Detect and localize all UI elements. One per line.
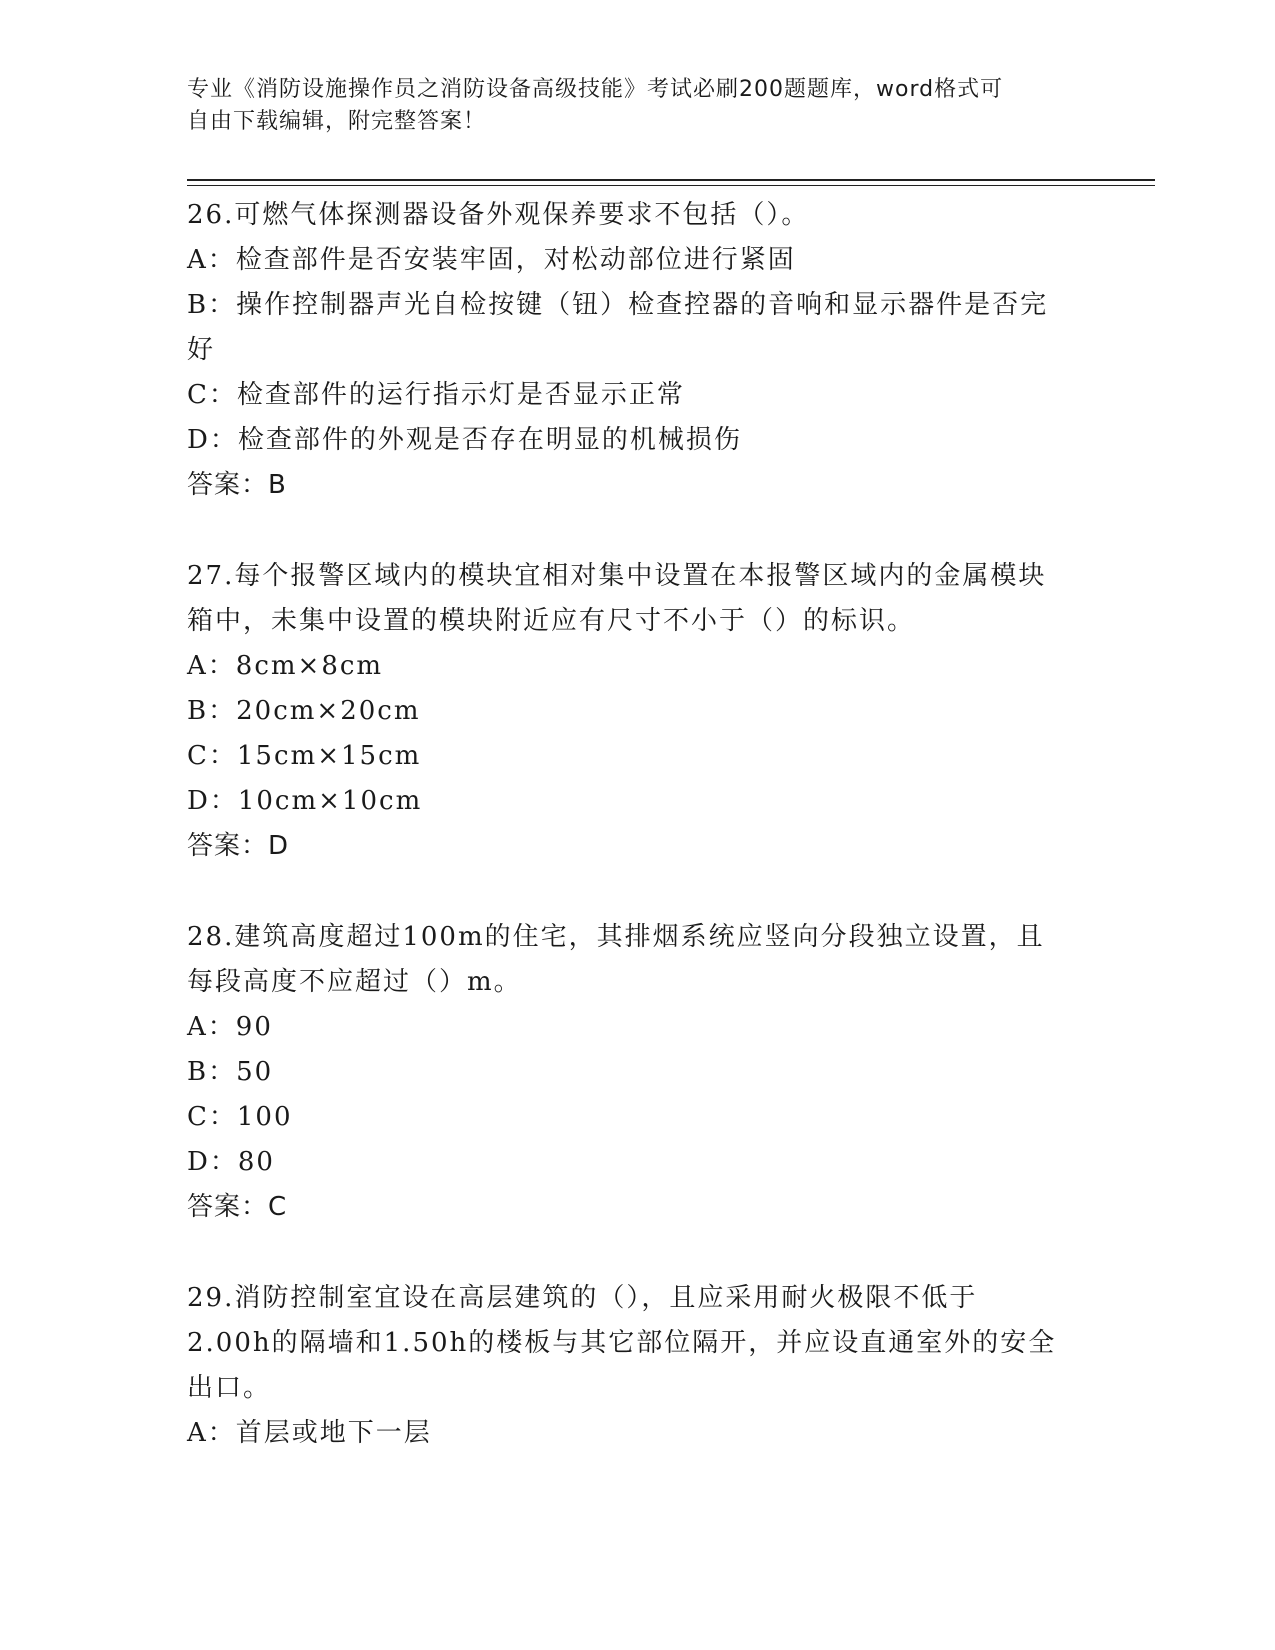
question-28 xyxy=(187,915,1087,1230)
question-list xyxy=(187,193,1087,1456)
question-stem xyxy=(187,915,1087,1005)
option-a: A：首层或地下一层 xyxy=(187,1418,432,1448)
option-a: A：检查部件是否安装牢固，对松动部位进行紧固 xyxy=(187,245,796,275)
option-b: B：20cm×20cm xyxy=(187,696,421,726)
header-divider-thin xyxy=(187,185,1155,186)
spacer xyxy=(187,1230,1087,1276)
option-d: D：80 xyxy=(187,1147,275,1177)
question-27 xyxy=(187,554,1087,869)
question-stem xyxy=(187,554,1087,644)
option-c: C：15cm×15cm xyxy=(187,741,422,771)
option-a: A：90 xyxy=(187,1012,273,1042)
spacer xyxy=(187,508,1087,554)
answer: 答案：B xyxy=(187,470,287,500)
answer: 答案：D xyxy=(187,831,290,861)
stem-line: 出口。 xyxy=(187,1373,272,1403)
question-29 xyxy=(187,1276,1087,1456)
option-b xyxy=(187,283,1087,373)
question-stem xyxy=(187,1276,1087,1411)
option-a: A：8cm×8cm xyxy=(187,651,384,681)
option-c: C：检查部件的运行指示灯是否显示正常 xyxy=(187,380,685,410)
option-d: D：检查部件的外观是否存在明显的机械损伤 xyxy=(187,425,742,455)
document-header xyxy=(187,74,1087,138)
option-b-line-2: 好 xyxy=(187,335,216,365)
question-26 xyxy=(187,193,1087,508)
option-b: B：50 xyxy=(187,1057,274,1087)
spacer xyxy=(187,869,1087,915)
option-c: C：100 xyxy=(187,1102,293,1132)
stem-line: 27.每个报警区域内的模块宜相对集中设置在本报警区域内的金属模块 xyxy=(187,561,1047,591)
header-line-2: 自由下载编辑，附完整答案！ xyxy=(187,109,487,134)
stem-line: 箱中，未集中设置的模块附近应有尺寸不小于（）的标识。 xyxy=(187,606,916,636)
stem-line: 2.00h的隔墙和1.50h的楼板与其它部位隔开，并应设直通室外的安全 xyxy=(187,1328,1057,1358)
stem-line: 28.建筑高度超过100m的住宅，其排烟系统应竖向分段独立设置，且 xyxy=(187,922,1045,952)
question-stem xyxy=(187,193,1087,238)
header-divider-thick xyxy=(187,179,1155,181)
answer: 答案：C xyxy=(187,1192,288,1222)
option-d: D：10cm×10cm xyxy=(187,786,423,816)
stem-line: 29.消防控制室宜设在高层建筑的（），且应采用耐火极限不低于 xyxy=(187,1283,978,1313)
option-b-line-1: B：操作控制器声光自检按键（钮）检查控器的音响和显示器件是否完 xyxy=(187,290,1049,320)
stem-line: 每段高度不应超过（）m。 xyxy=(187,967,522,997)
header-line-1: 专业《消防设施操作员之消防设备高级技能》考试必刷200题题库，word格式可 xyxy=(187,77,1004,102)
stem-line: 26.可燃气体探测器设备外观保养要求不包括（）。 xyxy=(187,200,810,230)
